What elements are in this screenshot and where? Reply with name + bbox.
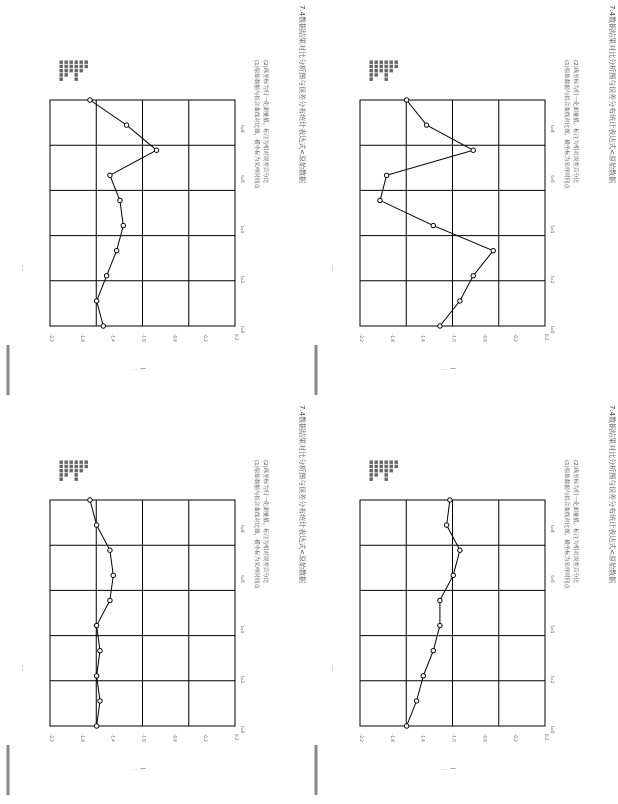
data-point	[108, 598, 112, 602]
data-point	[431, 223, 435, 227]
x-tick-label: t=8	[240, 525, 245, 533]
data-point	[431, 648, 435, 652]
y-tick-label: -2.2	[49, 734, 54, 742]
x-tick-label: t=6	[240, 575, 245, 583]
x-tick-label: t=4	[240, 225, 245, 234]
series-line	[407, 500, 460, 726]
legend-entry: ■■■■	[63, 60, 68, 78]
legend-entry: ■■■■■	[383, 60, 388, 82]
data-point	[94, 724, 98, 728]
x-tick-label: t=2	[550, 275, 555, 284]
legend-entry: ■■■■■	[58, 60, 63, 82]
data-point	[444, 523, 448, 527]
legend-entry: ■■■■■	[383, 460, 388, 482]
x-tick-label: t=8	[550, 125, 555, 133]
y-tick-label: -2.2	[359, 734, 364, 742]
data-point	[384, 173, 388, 177]
legend-entry: ■■■■■	[73, 460, 78, 482]
legend-entry: ■■■■■	[368, 60, 373, 82]
data-point	[471, 148, 475, 152]
y-tick-label: 0.2	[234, 734, 239, 741]
chart-panel-3	[18, 405, 307, 774]
y-tick-label: -1.8	[79, 334, 85, 342]
data-point	[378, 198, 382, 202]
data-point	[124, 123, 128, 127]
x-tick-label: t=4	[240, 625, 245, 634]
side-label: 一	[442, 768, 448, 774]
series-line	[90, 100, 157, 326]
legend-entry: ■■■	[68, 460, 73, 473]
legend-entry: ■■■■	[373, 60, 378, 78]
legend-entry: ■■■	[388, 60, 393, 73]
panel-header-text: 7.4数据结果对比分析图与误差分布统计表达式<原始数据	[608, 405, 616, 583]
data-point	[94, 674, 98, 678]
caption-line: (1)原始数据与拟合曲线对比图，横坐标为采样时间点	[253, 60, 259, 189]
x-tick-label: t=6	[550, 175, 555, 183]
legend-entry: ■■	[83, 460, 88, 469]
data-point	[491, 248, 495, 252]
x-tick-label: t=2	[240, 275, 245, 284]
chart-title: 一	[328, 665, 335, 672]
x-tick-label: t=4	[550, 225, 555, 234]
y-axis-label: —	[450, 765, 456, 772]
data-point	[121, 223, 125, 227]
y-tick-label: -0.6	[482, 734, 488, 742]
data-point	[104, 274, 108, 278]
data-point	[404, 724, 408, 728]
y-tick-label: -0.6	[172, 734, 178, 742]
data-point	[118, 198, 122, 202]
caption-line: (2)纵坐标为归一化测量值，标注为相对误差百分比	[262, 460, 268, 584]
data-point	[88, 98, 92, 102]
data-point	[98, 699, 102, 703]
legend-entry: ■■■■■	[368, 460, 373, 482]
data-point	[421, 674, 425, 678]
data-point	[448, 498, 452, 502]
chart-title: 一	[328, 265, 335, 272]
y-tick-label: -1.0	[141, 734, 147, 742]
panel-header-text: 7.4数据结果对比分析图与误差分布统计表达式<原始数据	[608, 5, 616, 183]
data-point	[98, 648, 102, 652]
side-label: 一	[442, 368, 448, 374]
data-point	[438, 598, 442, 602]
y-tick-label: 0.2	[544, 734, 549, 741]
y-tick-label: -1.0	[451, 734, 457, 742]
data-point	[114, 248, 118, 252]
data-point	[451, 573, 455, 577]
data-point	[471, 274, 475, 278]
y-tick-label: -0.6	[172, 334, 178, 342]
data-point	[424, 123, 428, 127]
y-tick-label: -0.2	[513, 734, 519, 742]
data-point	[458, 299, 462, 303]
legend-entry: ■■	[393, 60, 398, 69]
chart-title: 一	[18, 665, 25, 672]
y-tick-label: -1.4	[110, 334, 116, 342]
chart-panel-0	[328, 5, 617, 374]
legend-entry: ■■■■■	[73, 60, 78, 82]
chart-title: 一	[18, 265, 25, 272]
y-tick-label: -0.2	[203, 334, 209, 342]
chart-panel-2	[18, 5, 307, 374]
y-tick-label: 0.2	[234, 334, 239, 341]
y-tick-label: -1.8	[389, 734, 395, 742]
caption-line: (2)纵坐标为归一化测量值，标注为相对误差百分比	[572, 60, 578, 184]
data-point	[111, 573, 115, 577]
side-label: 一	[132, 368, 138, 374]
caption-line: (1)原始数据与拟合曲线对比图，横坐标为采样时间点	[253, 460, 259, 589]
data-point	[414, 699, 418, 703]
x-tick-label: t=0	[550, 726, 555, 734]
caption-line: (2)纵坐标为归一化测量值，标注为相对误差百分比	[262, 60, 268, 184]
legend-entry: ■■■	[78, 460, 83, 473]
x-tick-label: t=0	[550, 326, 555, 334]
caption-line: (1)原始数据与拟合曲线对比图，横坐标为采样时间点	[563, 60, 569, 189]
legend-entry: ■■■■	[63, 460, 68, 478]
legend-entry: ■■■	[378, 460, 383, 473]
y-tick-label: -1.4	[420, 734, 426, 742]
x-tick-label: t=6	[550, 575, 555, 583]
data-point	[438, 623, 442, 627]
y-tick-label: -2.2	[49, 334, 54, 342]
data-point	[458, 548, 462, 552]
data-point	[94, 623, 98, 627]
y-tick-label: -0.2	[203, 734, 209, 742]
y-tick-label: -1.8	[79, 734, 85, 742]
data-point	[108, 548, 112, 552]
x-tick-label: t=0	[240, 726, 245, 734]
data-point	[438, 324, 442, 328]
caption-line: (2)纵坐标为归一化测量值，标注为相对误差百分比	[572, 460, 578, 584]
x-tick-label: t=4	[550, 625, 555, 634]
data-point	[88, 498, 92, 502]
caption-line: (1)原始数据与拟合曲线对比图，横坐标为采样时间点	[563, 460, 569, 589]
y-tick-label: 0.2	[544, 334, 549, 341]
y-tick-label: -0.6	[482, 334, 488, 342]
data-point	[108, 173, 112, 177]
legend-entry: ■■	[393, 460, 398, 469]
y-tick-label: -2.2	[359, 334, 364, 342]
data-point	[94, 523, 98, 527]
x-tick-label: t=8	[550, 525, 555, 533]
y-axis-label: —	[450, 365, 456, 372]
legend-entry: ■■■	[378, 60, 383, 73]
x-tick-label: t=0	[240, 326, 245, 334]
panel-header-text: 7.4数据结果对比分析图与误差分布统计表达式<原始数据	[298, 5, 306, 183]
data-point	[94, 299, 98, 303]
side-label: 一	[132, 768, 138, 774]
data-point	[404, 98, 408, 102]
legend-entry: ■■■■■	[58, 460, 63, 482]
y-tick-label: -1.8	[389, 334, 395, 342]
legend-entry: ■■■■	[373, 460, 378, 478]
chart-panel-1	[328, 405, 617, 774]
legend-entry: ■■	[83, 60, 88, 69]
legend-entry: ■■■	[388, 460, 393, 473]
y-axis-label: —	[140, 365, 146, 372]
x-tick-label: t=2	[240, 675, 245, 684]
data-point	[154, 148, 158, 152]
legend-entry: ■■■	[78, 60, 83, 73]
y-tick-label: -1.4	[420, 334, 426, 342]
series-line	[380, 100, 493, 326]
panel-header-text: 7.4数据结果对比分析图与误差分布统计表达式<原始数据	[298, 405, 306, 583]
legend-entry: ■■■	[68, 60, 73, 73]
y-tick-label: -1.4	[110, 734, 116, 742]
y-axis-label: —	[140, 765, 146, 772]
x-tick-label: t=8	[240, 125, 245, 133]
y-tick-label: -1.0	[451, 334, 457, 342]
series-line	[90, 500, 113, 726]
y-tick-label: -1.0	[141, 334, 147, 342]
x-tick-label: t=2	[550, 675, 555, 684]
data-point	[101, 324, 105, 328]
x-tick-label: t=6	[240, 175, 245, 183]
y-tick-label: -0.2	[513, 334, 519, 342]
